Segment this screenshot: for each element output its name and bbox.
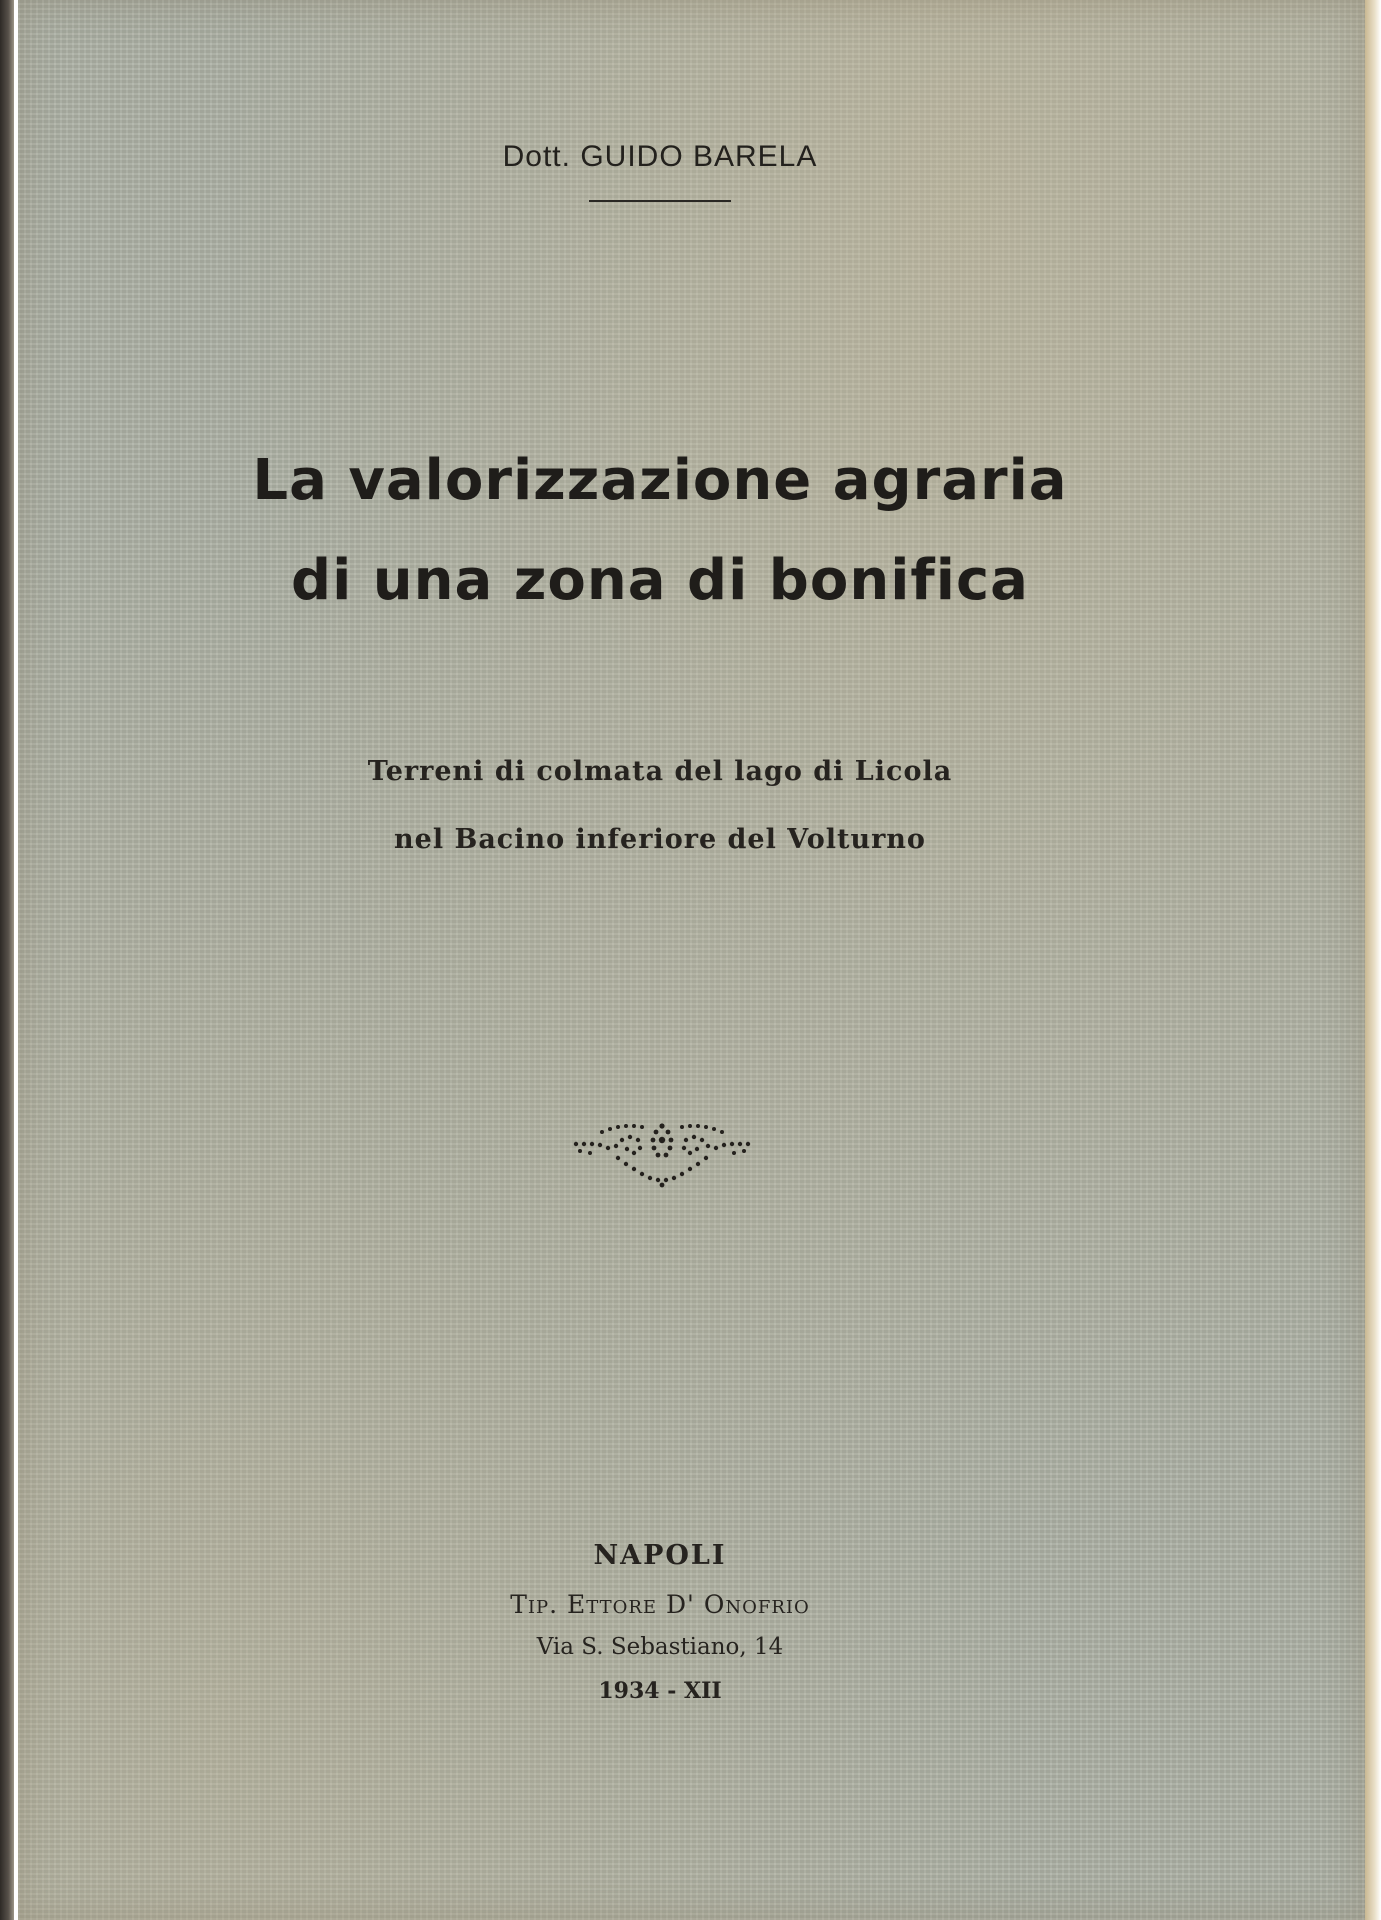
title-line-2: di una zona di bonifica xyxy=(291,548,1029,613)
subtitle-line-2: nel Bacino inferiore del Volturno xyxy=(394,824,926,855)
dotted-ornament-icon xyxy=(572,1118,752,1188)
imprint-address: Via S. Sebastiano, 14 xyxy=(536,1634,784,1660)
page-edge xyxy=(1365,0,1381,1920)
title-line-1: La valorizzazione agraria xyxy=(252,448,1068,513)
author-divider-rule xyxy=(589,200,731,202)
imprint-city: NAPOLI xyxy=(593,1540,727,1571)
book-cover xyxy=(18,0,1366,1920)
imprint-year: 1934 - XII xyxy=(598,1678,722,1704)
imprint-printer: Tip. Ettore D' Onofrio xyxy=(510,1590,810,1619)
book-spine-edge xyxy=(0,0,14,1920)
author-name: Dott. GUIDO BARELA xyxy=(502,140,818,173)
subtitle-line-1: Terreni di colmata del lago di Licola xyxy=(367,756,953,787)
